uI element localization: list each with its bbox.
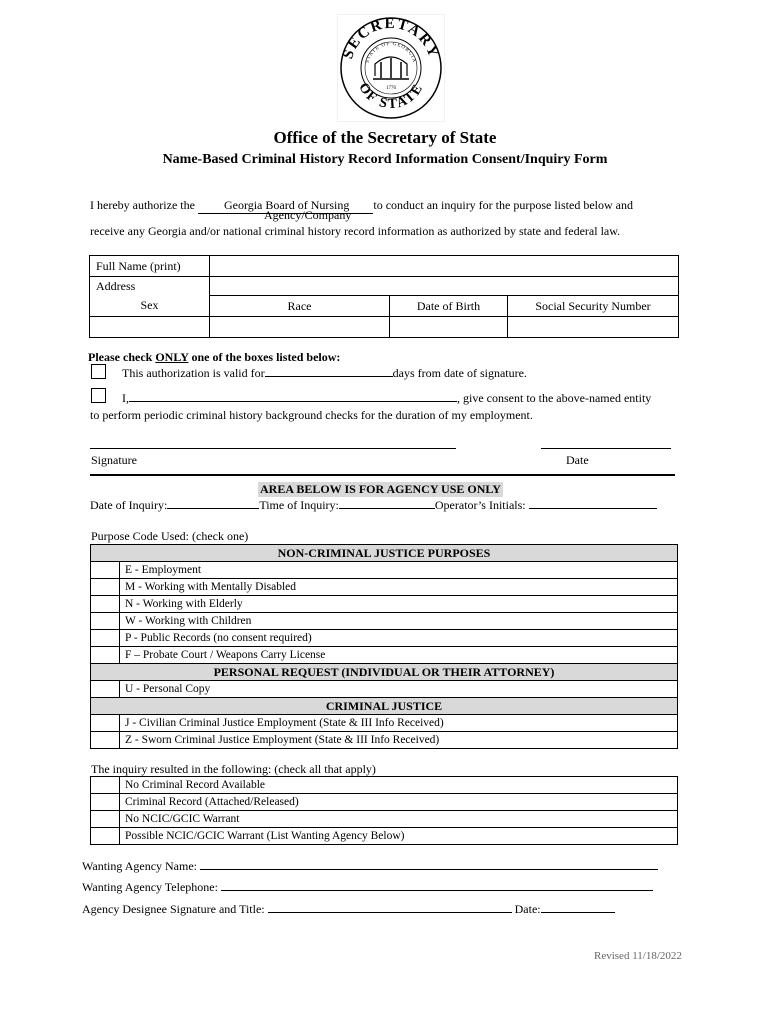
result-item-no-record: No Criminal Record Available — [120, 777, 678, 794]
result-checkbox-possible-warrant[interactable] — [91, 828, 120, 845]
criminal-header: CRIMINAL JUSTICE — [91, 698, 678, 715]
race-label: Race — [210, 296, 390, 317]
svg-text:OF STATE: OF STATE — [355, 80, 427, 113]
purpose-checkbox-e[interactable] — [91, 562, 120, 579]
result-item-record: Criminal Record (Attached/Released) — [120, 794, 678, 811]
personal-header: PERSONAL REQUEST (INDIVIDUAL OR THEIR ATTORNEY) — [91, 664, 678, 681]
secretary-of-state-seal — [337, 14, 445, 122]
option1-pre: This authorization is valid for — [122, 366, 265, 380]
full-name-field[interactable] — [210, 256, 679, 277]
purpose-checkbox-u[interactable] — [91, 681, 120, 698]
authorization-line — [90, 198, 633, 214]
time-of-inquiry-label: Time of Inquiry: — [259, 498, 339, 512]
ssn-label: Social Security Number — [508, 296, 679, 317]
purpose-item-w: W - Working with Children — [120, 613, 678, 630]
designee-row — [82, 902, 615, 917]
revised-date: Revised 11/18/2022 — [594, 950, 682, 962]
svg-text:1776: 1776 — [386, 86, 396, 91]
date-line[interactable] — [541, 448, 671, 449]
check-heading-only: ONLY — [155, 350, 189, 364]
designee-field[interactable] — [268, 912, 512, 913]
signature-label: Signature — [91, 453, 137, 467]
purpose-code-table — [90, 544, 678, 749]
time-of-inquiry-field[interactable] — [339, 508, 435, 509]
results-label: The inquiry resulted in the following: (check all that apply) — [91, 762, 376, 776]
date-label: Date — [566, 453, 589, 467]
designee-label: Agency Designee Signature and Title: — [82, 902, 265, 916]
operator-initials-field[interactable] — [529, 508, 657, 509]
agency-name-field[interactable]: Georgia Board of Nursing — [198, 198, 373, 214]
dob-field[interactable] — [390, 317, 508, 338]
option2-line2: to perform periodic criminal history background checks for the duration of my employment. — [90, 408, 533, 422]
designee-date-field[interactable] — [541, 912, 615, 913]
sex-field[interactable] — [90, 317, 210, 338]
svg-text:SECRETARY: SECRETARY — [340, 15, 442, 62]
page-title: Office of the Secretary of State — [273, 128, 497, 147]
result-checkbox-record[interactable] — [91, 794, 120, 811]
option1-text — [122, 366, 527, 381]
check-heading — [88, 350, 340, 365]
signature-line[interactable] — [90, 448, 456, 449]
result-item-no-warrant: No NCIC/GCIC Warrant — [120, 811, 678, 828]
purpose-checkbox-p[interactable] — [91, 630, 120, 647]
result-checkbox-no-record[interactable] — [91, 777, 120, 794]
purpose-item-p: P - Public Records (no consent required) — [120, 630, 678, 647]
wanting-agency-phone-row — [82, 880, 653, 895]
operator-initials-label: Operator’s Initials: — [434, 498, 526, 512]
ssn-field[interactable] — [508, 317, 679, 338]
results-table — [90, 776, 678, 845]
sex-label: Sex — [90, 296, 210, 317]
form-subtitle: Name-Based Criminal History Record Information Consent/Inquiry Form — [162, 152, 608, 167]
wanting-agency-phone-label: Wanting Agency Telephone: — [82, 880, 218, 894]
purpose-checkbox-m[interactable] — [91, 579, 120, 596]
designee-date-label: Date: — [514, 902, 541, 916]
address-label: Address — [90, 277, 210, 296]
check-heading-post: one of the boxes listed below: — [188, 350, 341, 364]
date-of-inquiry-label: Date of Inquiry: — [90, 498, 168, 512]
purpose-checkbox-z[interactable] — [91, 732, 120, 749]
purpose-item-z: Z - Sworn Criminal Justice Employment (State & III Info Received) — [120, 732, 678, 749]
purpose-checkbox-w[interactable] — [91, 613, 120, 630]
purpose-item-e: E - Employment — [120, 562, 678, 579]
purpose-item-f: F – Probate Court / Weapons Carry License — [120, 647, 678, 664]
noncriminal-header: NON-CRIMINAL JUSTICE PURPOSES — [91, 545, 678, 562]
purpose-item-u: U - Personal Copy — [120, 681, 678, 698]
date-of-inquiry-field[interactable] — [167, 508, 259, 509]
result-item-possible-warrant: Possible NCIC/GCIC Warrant (List Wanting Agency Below) — [120, 828, 678, 845]
race-field[interactable] — [210, 317, 390, 338]
option1-checkbox[interactable] — [91, 364, 106, 379]
agency-inquiry-row — [90, 498, 657, 513]
wanting-agency-name-field[interactable] — [200, 869, 658, 870]
purpose-checkbox-f[interactable] — [91, 647, 120, 664]
purpose-label: Purpose Code Used: (check one) — [91, 529, 249, 543]
full-name-label: Full Name (print) — [90, 256, 210, 277]
authorization-prefix: I hereby authorize the — [90, 198, 195, 212]
result-checkbox-no-warrant[interactable] — [91, 811, 120, 828]
days-valid-field[interactable] — [265, 376, 393, 377]
personal-info-table — [89, 255, 679, 338]
option2-post: , give consent to the above-named entity — [457, 391, 652, 405]
svg-text:STATE OF GEORGIA: STATE OF GEORGIA — [365, 41, 417, 64]
agency-divider — [90, 474, 675, 476]
dob-label: Date of Birth — [390, 296, 508, 317]
agency-use-heading: AREA BELOW IS FOR AGENCY USE ONLY — [260, 482, 501, 496]
check-heading-pre: Please check — [88, 350, 156, 364]
consent-name-field[interactable] — [129, 401, 457, 402]
wanting-agency-phone-field[interactable] — [221, 890, 653, 891]
purpose-item-m: M - Working with Mentally Disabled — [120, 579, 678, 596]
purpose-checkbox-j[interactable] — [91, 715, 120, 732]
address-field[interactable] — [210, 277, 679, 296]
authorization-line-2: receive any Georgia and/or national criminal history record information as authorized by state and federal law. — [90, 224, 621, 238]
purpose-item-n: N - Working with Elderly — [120, 596, 678, 613]
purpose-checkbox-n[interactable] — [91, 596, 120, 613]
option1-post: days from date of signature. — [392, 366, 527, 380]
wanting-agency-name-row — [82, 859, 658, 874]
option2-text — [122, 391, 651, 406]
purpose-item-j: J - Civilian Criminal Justice Employment (State & III Info Received) — [120, 715, 678, 732]
option2-checkbox[interactable] — [91, 388, 106, 403]
wanting-agency-name-label: Wanting Agency Name: — [82, 859, 198, 873]
agency-caption: Agency/Company — [264, 208, 352, 222]
authorization-suffix: to conduct an inquiry for the purpose listed below and — [373, 198, 633, 212]
option2-pre: I, — [122, 391, 129, 405]
